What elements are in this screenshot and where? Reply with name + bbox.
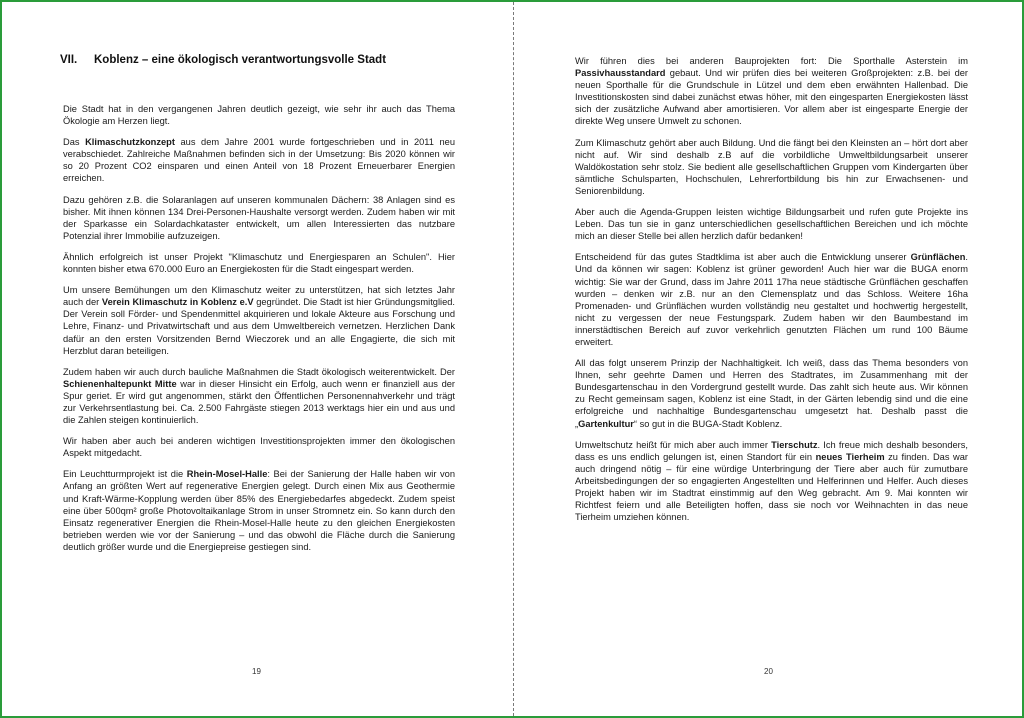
text-run: All das folgt unserem Prinzip der Nachhaltigkeit. Ich weiß, dass das Thema besonders von Ihnen, sehr geehrte Damen und Herren des Stadtrates, im Zusammenhang mit der Bundesgartenschau in den Vordergrund gestellt wurde. Das zahlt sich heute aus. Wir können zu Recht gemeinsam sagen, Koblenz ist eine Stadt, in der Gärten lebendig sind und die eine erfolgreiche und nachhaltige Bundesgartenschau umgesetzt hat. Deshalb passt die „ bbox=[575, 358, 968, 429]
text-run: gebaut. Und wir prüfen dies bei weiteren Großprojekten: z.B. bei der neuen Sporthalle für die Grundschule in Lützel und dem eben erwähnten Hallenbad. Die Investitionskosten sind dabei zunächst etwas höher, mit den eingesparten Energiekosten lässt sich der zusätzliche Aufwand aber amortisieren. Vor allem aber ist eingesparte Energie der direkte Weg unsere Umwelt zu schonen. bbox=[575, 68, 968, 127]
paragraph bbox=[575, 357, 968, 430]
text-run: Wir haben aber auch bei anderen wichtigen Investitionsprojekten immer den ökologischen Aspekt mitgedacht. bbox=[63, 436, 455, 459]
text-run: : Bei der Sanierung der Halle haben wir von Anfang an größten Wert auf regenerative Energien gelegt. Durch einen Mix aus Geothermie und Kraft-Wärme-Kopplung werden über 85% des Energiebedarfes abgedeckt. Zudem speist eine über 500qm² große Photovoltaikanlage Strom in unser Stromnetz ein. So kann durch den Einsatz regenerativer Energien die Rhein-Mosel-Halle heute zu den gleichen Energiekosten betrieben werden wie vor der Sanierung – und das obwohl die Fläche durch die Sanierung deutlich größer wurde und die Energiepreise gestiegen sind. bbox=[63, 469, 455, 552]
text-run: Zudem haben wir auch durch bauliche Maßnahmen die Stadt ökologisch weiterentwickelt. Der bbox=[63, 366, 455, 377]
bold-text: Klimaschutzkonzept bbox=[85, 137, 175, 148]
text-run: Zum Klimaschutz gehört aber auch Bildung. Und die fängt bei den Kleinsten an – hört dort aber nicht auf. Wir sind deshalb z.B auf die vorbildliche Umweltbildungsarbeit unserer Waldökostation sehr stolz. Sie bedient alle gesellschaftlichen Gruppen vom Kindergarten über sämtliche Schulsparten, Hochschulen, Lehrerfortbildung bis hin zur Erwachsenen- und Seniorenbildung. bbox=[575, 137, 968, 196]
text-run: Umweltschutz heißt für mich aber auch immer bbox=[575, 439, 772, 450]
paragraph bbox=[575, 137, 968, 197]
text-run: aus dem Jahre 2001 wurde fortgeschrieben und in 2011 neu verabschiedet. Zahlreiche Maßnahmen befinden sich in der Umsetzung: Bis 2020 können wir so 20 Prozent CO2 einsparen und einen Anteil von 18 Prozent Erneuerbarer Energien erreichen. bbox=[63, 137, 455, 184]
left-text-column bbox=[63, 103, 455, 562]
text-run: Entscheidend für das gutes Stadtklima ist aber auch die Entwicklung unserer bbox=[575, 252, 911, 263]
bold-text: Passivhausstandard bbox=[575, 68, 666, 79]
text-run: Das bbox=[63, 137, 86, 148]
section-heading bbox=[60, 54, 480, 66]
right-page bbox=[514, 2, 1022, 716]
text-run: Ein Leuchtturmprojekt ist die bbox=[63, 469, 187, 480]
paragraph bbox=[63, 136, 455, 184]
text-run: gegründet. Die Stadt ist hier Gründungsmitglied. Der Verein soll Förder- und Spendenmittel akquirieren und lokale Akteure aus Forschung und Lehre, Finanz- und Privatwirtschaft und aus dem Umweltbereich vernetzen. Herzlichen Dank dafür an den ersten Vorsitzenden Bernd Wieczorek und an alle Engagierte, die sich mit Herzblut daran beteiligen. bbox=[63, 297, 456, 356]
text-run: Dazu gehören z.B. die Solaranlagen auf unseren kommunalen Dächern: 38 Anlagen sind es bisher. Mit ihnen können 134 Drei-Personen-Haushalte versorgt werden. Zudem haben wir mit der Sparkasse ein Solardachkataster entwickelt, um allen Interessierten das nutzbare Potenzial ihrer Immobilie aufzuzeigen. bbox=[63, 194, 455, 241]
text-run: zu finden. Das war auch dringend nötig – für eine würdige Unterbringung der Tiere aber auch für zumutbare Arbeitsbedingungen der so engagierten Angestellten und Helferinnen und Helfer. Auch dieses Projekt haben wir im Stadtrat einstimmig auf den Weg gebracht. Am 9. Mai konnten wir Richtfest feiern und alle Beteiligten hoffen, dass sie noch vor Weihnachten in das neue Tierheim umziehen können. bbox=[575, 451, 968, 523]
paragraph bbox=[63, 366, 455, 426]
text-run: war in dieser Hinsicht ein Erfolg, auch wenn er finanziell aus der Spur geriet. Er wird gut angenommen, stärkt den Öffentlichen Personennahverkehr und trägt zur Verkehrsentlastung bei. Ca. 2.500 Fahrgäste stiegen 2013 werktags hier ein und aus und die Zahlen steigen kontinuierlich. bbox=[63, 378, 455, 426]
text-run: . Ich freue mich deshalb besonders, dass es uns endlich gelungen ist, einen Standort für ein bbox=[575, 439, 968, 462]
text-run: Die Stadt hat in den vergangenen Jahren deutlich gezeigt, wie sehr ihr auch das Thema Ökologie am Herzen liegt. bbox=[63, 104, 455, 127]
text-run: Aber auch die Agenda-Gruppen leisten wichtige Bildungsarbeit und rufen gute Projekte ins Leben. Das tun sie in ganz unterschiedlichen gesellschaftlichen Bereichen und ich möchte mich an dieser Stelle bei allen herzlich dafür bedanken! bbox=[575, 207, 968, 242]
left-page bbox=[2, 2, 513, 716]
paragraph bbox=[575, 55, 968, 128]
text-run: Ähnlich erfolgreich ist unser Projekt "Klimaschutz und Energiesparen an Schulen". Hier konnten bisher etwa 670.000 Euro an Energiekosten für die Stadt eingespart werden. bbox=[63, 251, 455, 275]
paragraph bbox=[63, 468, 455, 553]
bold-text: Schienenhaltepunkt Mitte bbox=[63, 378, 177, 389]
bold-text: Grünflächen bbox=[910, 252, 966, 263]
text-run: Wir führen dies bei anderen Bauprojekten fort: Die Sporthalle Asterstein im bbox=[575, 56, 968, 66]
paragraph bbox=[575, 439, 968, 524]
bold-text: Rhein-Mosel-Halle bbox=[186, 469, 268, 480]
page-number-left: 19 bbox=[252, 667, 261, 676]
paragraph bbox=[63, 435, 455, 459]
paragraph bbox=[63, 251, 455, 275]
bold-text: Gartenkultur bbox=[578, 418, 634, 429]
page-number-right: 20 bbox=[764, 667, 773, 676]
paragraph bbox=[63, 194, 455, 242]
paragraph bbox=[63, 103, 455, 127]
bold-text: neues Tierheim bbox=[815, 451, 885, 462]
right-text-column bbox=[575, 55, 968, 532]
text-run: “ so gut in die BUGA-Stadt Koblenz. bbox=[633, 418, 783, 429]
paragraph bbox=[63, 284, 455, 357]
paragraph bbox=[575, 251, 968, 348]
section-number: VII. bbox=[60, 54, 78, 66]
bold-text: Verein Klimaschutz in Koblenz e.V bbox=[101, 297, 254, 308]
bold-text: Tierschutz bbox=[771, 439, 818, 450]
section-title: Koblenz – eine ökologisch verantwortungsvolle Stadt bbox=[94, 54, 387, 66]
text-run: . Und da können wir sagen: Koblenz ist grüner geworden! Auch hier war die BUGA enorm wichtig: Sie war der Grund, dass im Jahre 2011 17ha neue städtische Grünflächen geschaffen wurden – denken wir z.B. nur an den Clemensplatz und das Schloss. Weitere 16ha Promenaden- und Grünflächen wurden vollständig neu gestaltet und hochwertig hergestellt, nicht zu vergessen der neue Festungspark. Zudem haben wir den Baumbestand im innerstädtischen Bereich auf zuvor verkehrlich genutzten Flächen um rund 100 Bäume erweitert. bbox=[575, 252, 968, 347]
paragraph bbox=[575, 206, 968, 242]
text-run: Um unsere Bemühungen um den Klimaschutz weiter zu unterstützen, hat sich letztes Jahr auch der bbox=[63, 285, 455, 308]
